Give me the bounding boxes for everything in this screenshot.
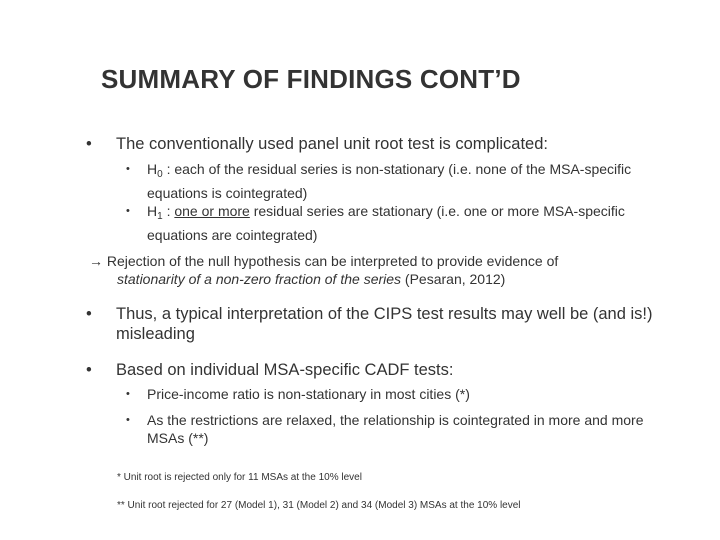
- h1-underlined-text: one or more: [174, 203, 250, 219]
- slide-title: SUMMARY OF FINDINGS CONT’D: [101, 64, 521, 94]
- bullet-mark: •: [86, 135, 92, 153]
- h0-text: : each of the residual series is non-stationary (i.e. none of the MSA-specific equations is cointegrated): [147, 161, 632, 201]
- sub-bullet-mark: •: [126, 414, 130, 426]
- sub-bullet-text: Price-income ratio is non-stationary in most cities (*): [147, 386, 470, 402]
- arrow-citation: (Pesaran, 2012): [401, 271, 506, 287]
- h1-hypothesis: [147, 202, 657, 244]
- footnote-1: * Unit root is rejected only for 11 MSAs at the 10% level: [117, 472, 362, 483]
- h0-hypothesis: [147, 160, 657, 202]
- footnote-2: ** Unit root rejected for 27 (Model 1), 31 (Model 2) and 34 (Model 3) MSAs at the 10% level: [117, 500, 521, 511]
- h1-subscript: 1: [157, 211, 163, 222]
- sub-bullet-mark: •: [126, 205, 130, 217]
- h0-symbol: H: [147, 161, 158, 177]
- bullet-mark: •: [86, 305, 92, 323]
- arrow-line1: → Rejection of the null hypothesis can be interpreted to provide evidence of: [89, 253, 559, 269]
- bullet-text: The conventionally used panel unit root test is complicated:: [116, 135, 548, 153]
- bullet-text: Based on individual MSA-specific CADF tests:: [116, 361, 454, 379]
- sub-bullet-text: As the restrictions are relaxed, the relationship is cointegrated in more and more MSAs (**): [147, 412, 644, 446]
- sub-bullet-mark: •: [126, 388, 130, 400]
- arrow-italic-text: stationarity of a non-zero fraction of the series: [117, 271, 402, 287]
- bullet-text: Thus, a typical interpretation of the CIPS test results may well be (and is!) misleading: [116, 305, 653, 343]
- h1-separator: :: [162, 203, 175, 219]
- arrow-conclusion: [89, 252, 649, 288]
- h1-text: residual series are stationary (i.e. one or more MSA-specific equations are cointegrated): [147, 203, 625, 243]
- h0-subscript: 0: [157, 169, 163, 180]
- arrow-line2: [89, 270, 649, 288]
- bullet-mark: •: [86, 361, 92, 379]
- sub-bullet-mark: •: [126, 163, 130, 175]
- h1-symbol: H: [147, 203, 158, 219]
